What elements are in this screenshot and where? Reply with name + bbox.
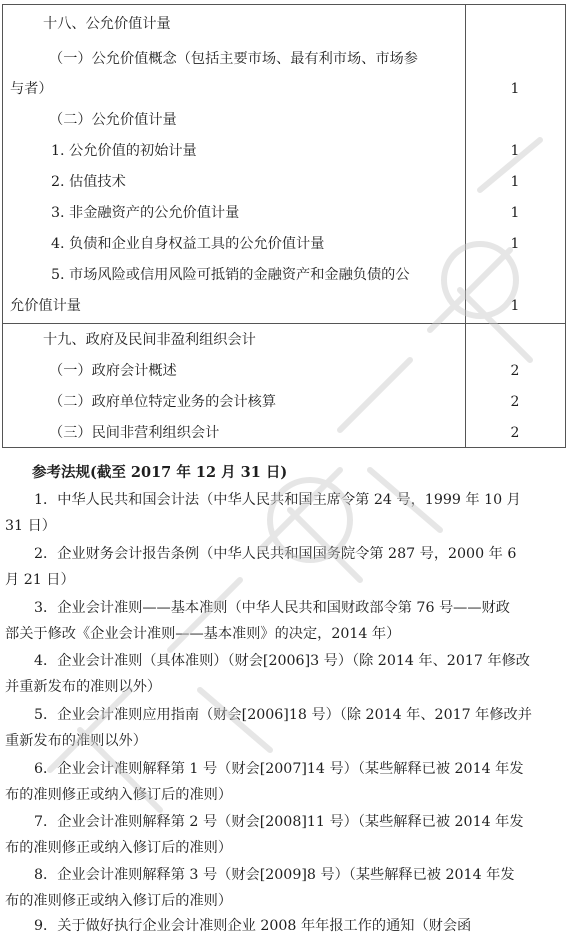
section-19-title: 十九、政府及民间非盈利组织会计 — [43, 332, 256, 348]
regulation-3-line2: 部关于修改《企业会计准则——基本准则》的决定，2014 年） — [5, 626, 401, 642]
row-18-2-4-level: 1 — [510, 236, 520, 252]
row-18-2-1: 1. 公允价值的初始计量 — [51, 143, 197, 159]
regulation-2-line1: 2．企业财务会计报告条例（中华人民共和国国务院令第 287 号，2000 年 6 — [34, 546, 517, 562]
row-19-3-level: 2 — [510, 425, 520, 441]
row-18-1-line1: （一）公允价值概念（包括主要市场、最有利市场、市场参 — [49, 51, 418, 67]
regulation-4-line2: 并重新发布的准则以外） — [5, 679, 162, 695]
regulation-7-line1: 7．企业会计准则解释第 2 号（财会[2008]11 号）（某些解释已被 2014 年发 — [34, 814, 524, 830]
regulation-3-line1: 3．企业会计准则——基本准则（中华人民共和国财政部令第 76 号——财政 — [34, 600, 510, 616]
syllabus-table — [2, 4, 566, 448]
row-18-2-5-level: 1 — [510, 298, 520, 314]
regulation-8-line2: 布的准则修正或纳入修订后的准则） — [5, 893, 233, 909]
row-19-2-level: 2 — [510, 394, 520, 410]
regulation-1-line1: 1．中华人民共和国会计法（中华人民共和国主席令第 24 号，1999 年 10 月 — [34, 492, 521, 508]
row-18-2-1-level: 1 — [510, 143, 520, 159]
row-19-2: （二）政府单位特定业务的会计核算 — [49, 394, 277, 410]
row-18-2-5-line1: 5. 市场风险或信用风险可抵销的金融资产和金融负债的公 — [51, 267, 410, 283]
regulation-2-line2: 月 21 日） — [5, 572, 75, 588]
regulation-5-line1: 5．企业会计准则应用指南（财会[2006]18 号）（除 2014 年、2017 年修改并 — [34, 707, 532, 723]
row-18-1-line2: 与者） — [10, 81, 53, 97]
row-18-2-2-level: 1 — [510, 174, 520, 190]
regulation-6-line2: 布的准则修正或纳入修订后的准则） — [5, 787, 233, 803]
section-18-title: 十八、公允价值计量 — [43, 16, 171, 32]
column-divider — [465, 5, 466, 447]
regulation-5-line2: 重新发布的准则以外） — [5, 733, 147, 749]
row-18-2-4: 4. 负债和企业自身权益工具的公允价值计量 — [51, 236, 325, 252]
row-18-2-5-line2: 允价值计量 — [10, 298, 81, 314]
row-19-1: （一）政府会计概述 — [49, 363, 177, 379]
regulation-1-line2: 31 日） — [5, 518, 56, 534]
regulations-heading: 参考法规(截至 2017 年 12 月 31 日) — [32, 464, 288, 481]
row-18-2-2: 2. 估值技术 — [51, 174, 126, 190]
row-18-2: （二）公允价值计量 — [49, 112, 177, 128]
row-19-3: （三）民间非营利组织会计 — [49, 425, 220, 441]
regulation-6-line1: 6．企业会计准则解释第 1 号（财会[2007]14 号）（某些解释已被 2014 年发 — [34, 761, 524, 777]
row-18-2-3: 3. 非金融资产的公允价值计量 — [51, 205, 240, 221]
row-18-2-3-level: 1 — [510, 205, 520, 221]
section-divider — [3, 323, 565, 324]
row-19-1-level: 2 — [510, 363, 520, 379]
regulation-7-line2: 布的准则修正或纳入修订后的准则） — [5, 840, 233, 856]
row-18-1-level: 1 — [510, 81, 520, 97]
regulation-4-line1: 4．企业会计准则（具体准则）（财会[2006]3 号）（除 2014 年、2017 年修改 — [34, 653, 530, 669]
regulation-9-line1: 9．关于做好执行企业会计准则企业 2008 年年报工作的通知（财会函 — [34, 918, 472, 934]
regulation-8-line1: 8．企业会计准则解释第 3 号（财会[2009]8 号）（某些解释已被 2014 年发 — [34, 867, 515, 883]
